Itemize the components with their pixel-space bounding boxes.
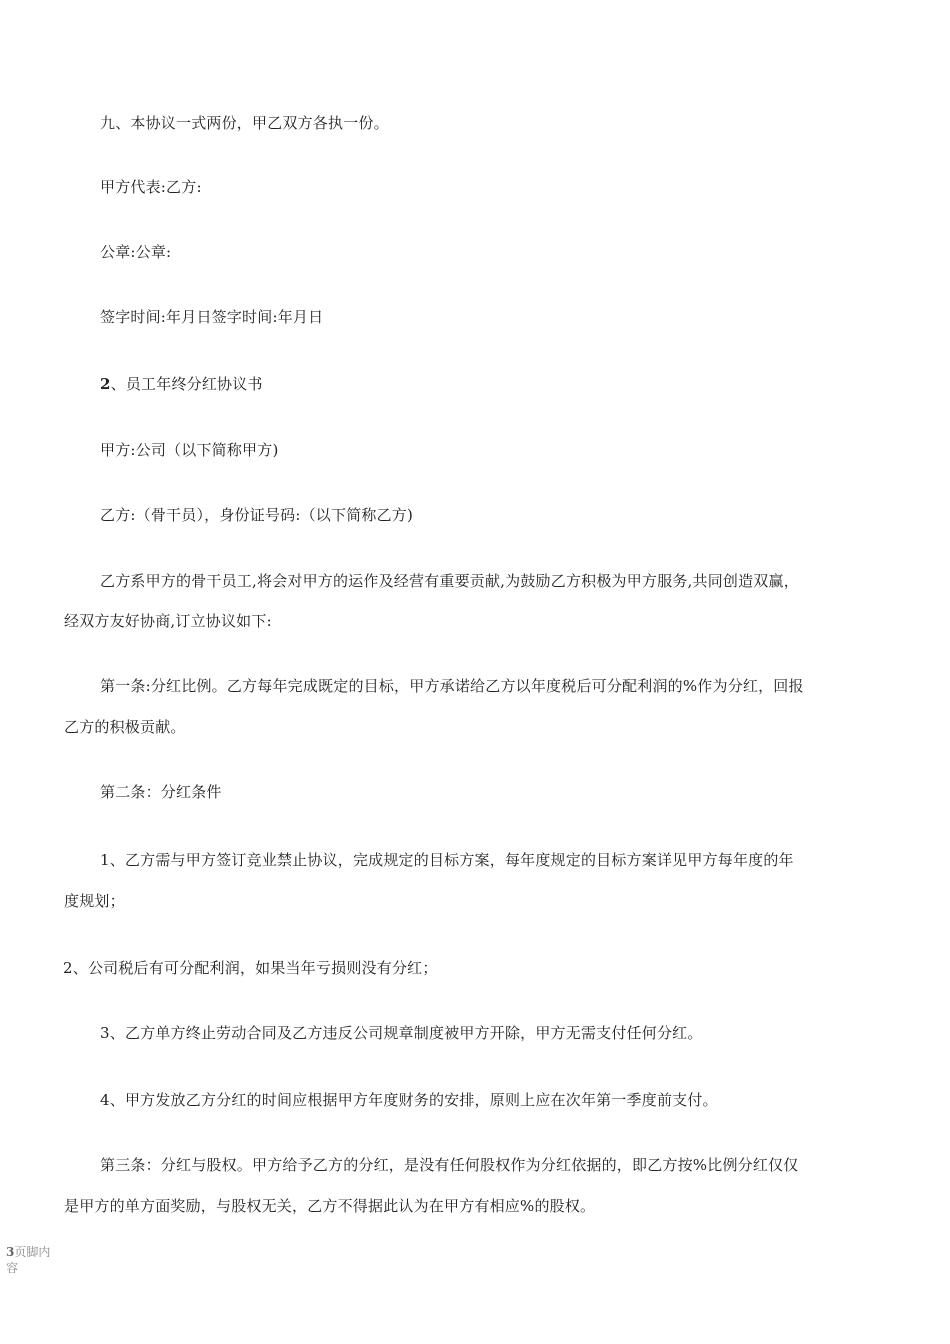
condition-one-line-1: 1、乙方需与甲方签订竞业禁止协议，完成规定的目标方案，每年度规定的目标方案详见甲方每年度的年 xyxy=(100,851,794,869)
article-two-heading: 第二条：分红条件 xyxy=(100,783,222,801)
article-one-line-2: 乙方的积极贡献。 xyxy=(64,718,186,736)
party-a-representative-line: 甲方代表:乙方: xyxy=(100,178,202,196)
condition-one-line-2: 度规划； xyxy=(64,892,125,910)
clause-nine: 九、本协议一式两份，甲乙双方各执一份。 xyxy=(100,114,389,132)
party-b-line: 乙方:（骨干员），身份证号码:（以下简称乙方) xyxy=(100,506,414,524)
section-number: 2 xyxy=(100,375,111,393)
article-one-line-1: 第一条:分红比例。乙方每年完成既定的目标，甲方承诺给乙方以年度税后可分配利润的%作为分红，回报 xyxy=(100,677,804,695)
section-separator: 、 xyxy=(110,375,126,393)
section-title: 员工年终分红协议书 xyxy=(125,375,263,393)
footer-label: 页脚内容 xyxy=(6,1245,51,1275)
section-heading xyxy=(100,374,263,394)
preamble-line-1: 乙方系甲方的骨干员工,将会对甲方的运作及经营有重要贡献,为鼓励乙方积极为甲方服务,共同创造双赢， xyxy=(100,572,799,590)
article-three-line-2: 是甲方的单方面奖励，与股权无关，乙方不得据此认为在甲方有相应%的股权。 xyxy=(64,1197,596,1215)
preamble-line-2: 经双方友好协商,订立协议如下: xyxy=(64,612,272,630)
article-three-line-1: 第三条：分红与股权。甲方给予乙方的分红，是没有任何股权作为分红依据的，即乙方按%比例分红仅仅 xyxy=(100,1156,799,1174)
party-a-line: 甲方:公司（以下简称甲方) xyxy=(100,441,279,459)
page-footer xyxy=(6,1244,58,1276)
seal-line: 公章:公章: xyxy=(100,243,172,261)
footer-page-number: 3 xyxy=(6,1245,15,1259)
signature-date-line: 签字时间:年月日签字时间:年月日 xyxy=(100,308,324,326)
condition-two: 2、公司税后有可分配利润，如果当年亏损则没有分红； xyxy=(63,959,438,977)
condition-three: 3、乙方单方终止劳动合同及乙方违反公司规章制度被甲方开除，甲方无需支付任何分红。 xyxy=(100,1024,703,1042)
condition-four: 4、甲方发放乙方分红的时间应根据甲方年度财务的安排，原则上应在次年第一季度前支付。 xyxy=(100,1091,718,1109)
